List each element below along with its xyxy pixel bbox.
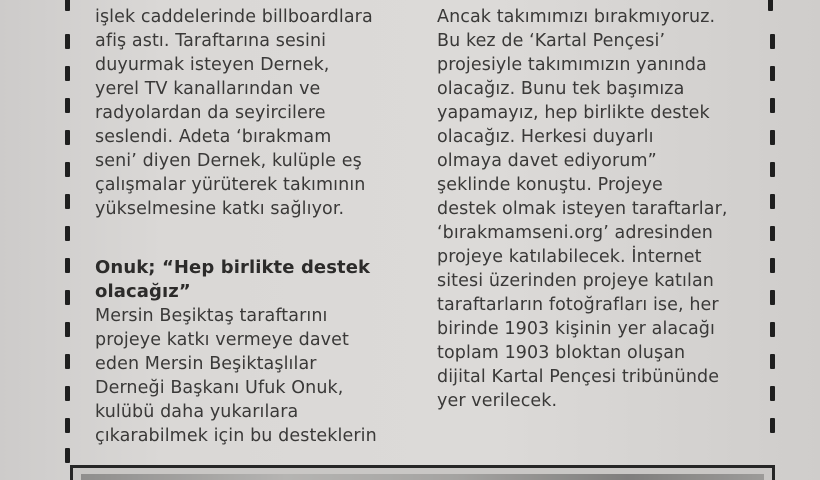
text-line: yapamayız, hep birlikte destek — [437, 103, 710, 123]
column-rule-dash — [65, 386, 70, 401]
text-line: sitesi üzerinden projeye katılan — [437, 271, 714, 291]
section-heading: olacağız” — [95, 281, 191, 302]
text-line: projesiyle takımımızın yanında — [437, 55, 707, 75]
text-line: destek olmak isteyen taraftarlar, — [437, 199, 728, 219]
text-line: Derneği Başkanı Ufuk Onuk, — [95, 378, 344, 398]
text-line: yükselmesine katkı sağlıyor. — [95, 199, 345, 219]
text-line: projeye katkı vermeye davet — [95, 330, 349, 350]
column-rule-dash — [65, 162, 70, 177]
text-line: radyolardan da seyircilere — [95, 103, 326, 123]
column-rule-dash — [65, 66, 70, 81]
column-rule-dash — [65, 290, 70, 305]
column-rule-dash — [65, 130, 70, 145]
column-rule-dash — [770, 354, 775, 369]
text-line: çıkarabilmek için bu desteklerin — [95, 426, 377, 446]
column-rule-dash — [770, 162, 775, 177]
column-rule-dash — [770, 34, 775, 49]
text-line: olmaya davet ediyorum” — [437, 151, 657, 171]
column-rule-dash — [65, 226, 70, 241]
text-line: Bu kez de ‘Kartal Pençesi’ — [437, 31, 666, 51]
photo-frame — [70, 465, 775, 480]
column-rule-dash — [65, 194, 70, 209]
text-line: birinde 1903 kişinin yer alacağı — [437, 319, 715, 339]
column-rule-dash — [770, 226, 775, 241]
photo-strip — [81, 474, 764, 480]
column-rule-dash — [65, 34, 70, 49]
column-rule-dash — [768, 0, 773, 11]
text-line: olacağız. Herkesi duyarlı — [437, 127, 654, 147]
column-rule-dash — [770, 290, 775, 305]
column-rule-dash — [65, 354, 70, 369]
column-rule-dash — [770, 194, 775, 209]
column-rule-dash — [65, 258, 70, 273]
text-line: duyurmak isteyen Dernek, — [95, 55, 330, 75]
text-line: projeye katılabilecek. İnternet — [437, 247, 702, 267]
text-line: taraftarların fotoğrafları ise, her — [437, 295, 719, 315]
text-line: şeklinde konuştu. Projeye — [437, 175, 663, 195]
column-rule-dash — [65, 448, 70, 463]
text-line: Mersin Beşiktaş taraftarını — [95, 306, 328, 326]
text-line: eden Mersin Beşiktaşlılar — [95, 354, 317, 374]
text-line: seni’ diyen Dernek, kulüple eş — [95, 151, 362, 171]
text-line: çalışmalar yürüterek takımının — [95, 175, 366, 195]
column-rule-dash — [770, 322, 775, 337]
text-line: dijital Kartal Pençesi tribününde — [437, 367, 720, 387]
column-rule-dash — [65, 322, 70, 337]
section-heading: Onuk; “Hep birlikte destek — [95, 257, 371, 278]
text-line: kulübü daha yukarılara — [95, 402, 299, 422]
column-rule-dash — [770, 418, 775, 433]
column-rule-dash — [770, 258, 775, 273]
column-rule-dash — [65, 418, 70, 433]
text-line: Ancak takımımızı bırakmıyoruz. — [437, 7, 716, 27]
column-rule-dash — [770, 66, 775, 81]
text-line: toplam 1903 bloktan oluşan — [437, 343, 686, 363]
column-rule-dash — [770, 130, 775, 145]
text-line: işlek caddelerinde billboardlara — [95, 7, 373, 27]
text-line: olacağız. Bunu tek başımıza — [437, 79, 685, 99]
text-line: seslendi. Adeta ‘bırakmam — [95, 127, 332, 147]
text-line: yer verilecek. — [437, 391, 558, 411]
text-line: afiş astı. Taraftarına sesini — [95, 31, 327, 51]
column-rule-dash — [770, 98, 775, 113]
column-rule-dash — [770, 386, 775, 401]
text-line: yerel TV kanallarından ve — [95, 79, 321, 99]
text-line: ‘bırakmamseni.org’ adresinden — [437, 223, 713, 243]
column-rule-dash — [65, 98, 70, 113]
column-rule-dash — [65, 0, 70, 11]
